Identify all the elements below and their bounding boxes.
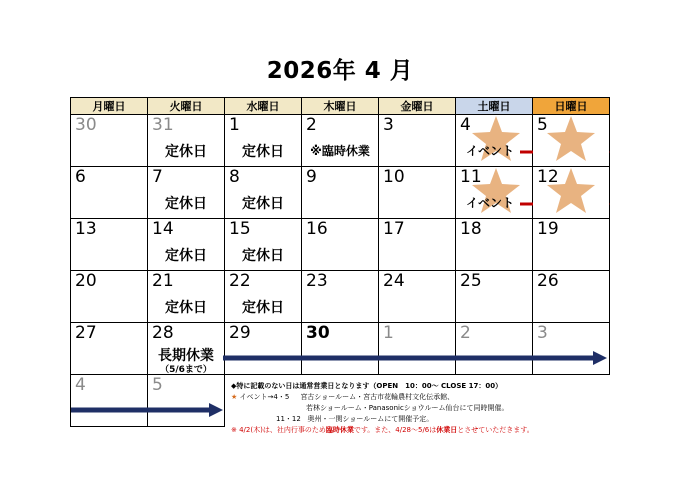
day-number: 26 xyxy=(537,271,559,291)
week-row xyxy=(71,271,610,323)
day-cell xyxy=(71,375,148,427)
day-cell xyxy=(456,323,533,375)
day-number: 21 xyxy=(152,271,174,291)
notes-line-event-3 xyxy=(231,414,611,425)
day-number: 29 xyxy=(229,323,251,343)
day-cell xyxy=(71,167,148,219)
day-number: 8 xyxy=(229,167,240,187)
day-cell xyxy=(533,271,610,323)
holiday-arrow-icon xyxy=(71,403,223,417)
day-number: 4 xyxy=(460,115,471,135)
day-cell xyxy=(456,115,533,167)
day-number: 16 xyxy=(306,219,328,239)
day-number: 27 xyxy=(75,323,97,343)
day-number: 1 xyxy=(383,323,394,343)
day-number: 2 xyxy=(460,323,471,343)
day-number: 11 xyxy=(460,167,482,187)
day-cell xyxy=(71,323,148,375)
weekday-mon: 月曜日 xyxy=(71,98,148,115)
day-cell xyxy=(148,167,225,219)
notes-closure-c: です。また、4/28～5/6は xyxy=(353,426,437,434)
calendar-grid xyxy=(70,97,610,427)
day-number: 7 xyxy=(152,167,163,187)
notes-closure-b: 臨時休業 xyxy=(325,426,354,434)
closed-label: 定休日 xyxy=(165,300,207,316)
day-cell xyxy=(379,219,456,271)
day-number: 5 xyxy=(537,115,548,135)
day-cell xyxy=(302,219,379,271)
notes-line-event xyxy=(231,392,611,403)
notes-line-hours: ◆特に記載のない日は通常営業日となります（OPEN 10：00～ CLOSE 17：00） xyxy=(231,382,503,390)
day-cell xyxy=(302,167,379,219)
day-number: 15 xyxy=(229,219,251,239)
weekday-sun: 日曜日 xyxy=(533,98,610,115)
weekday-wed: 水曜日 xyxy=(225,98,302,115)
closed-label: 定休日 xyxy=(242,196,284,212)
day-number: 6 xyxy=(75,167,86,187)
day-cell xyxy=(225,219,302,271)
day-cell xyxy=(225,115,302,167)
closed-label: 定休日 xyxy=(242,300,284,316)
day-cell xyxy=(148,323,225,375)
day-number: 5 xyxy=(152,375,163,395)
temp-closed-label: ※臨時休業 xyxy=(310,144,370,158)
day-cell xyxy=(148,375,225,427)
day-cell xyxy=(148,115,225,167)
day-cell xyxy=(533,115,610,167)
day-number: 30 xyxy=(306,323,330,343)
day-number: 4 xyxy=(75,375,86,395)
day-cell xyxy=(148,219,225,271)
day-number: 30 xyxy=(75,115,97,135)
notes-line-event-2: 若林ショールーム・Panasonicショウルーム仙台にて同時開催。 xyxy=(306,404,509,412)
notes xyxy=(231,381,611,436)
star-mark-icon: ★ xyxy=(231,393,238,401)
day-cell xyxy=(379,271,456,323)
day-number: 24 xyxy=(383,271,405,291)
day-cell xyxy=(379,323,456,375)
day-number: 9 xyxy=(306,167,317,187)
day-number: 17 xyxy=(383,219,405,239)
day-number: 31 xyxy=(152,115,174,135)
weekday-sat: 土曜日 xyxy=(456,98,533,115)
day-number: 2 xyxy=(306,115,317,135)
notes-closure-a: ※ 4/2(木)は、社内行事のため xyxy=(231,426,326,434)
day-cell xyxy=(71,115,148,167)
weekday-thu: 木曜日 xyxy=(302,98,379,115)
calendar-title: 2026年 4 月 xyxy=(266,58,414,84)
day-cell xyxy=(456,167,533,219)
closed-label: 定休日 xyxy=(165,248,207,264)
day-cell xyxy=(302,271,379,323)
day-cell xyxy=(456,219,533,271)
day-cell xyxy=(225,271,302,323)
day-cell xyxy=(533,167,610,219)
closed-label: 定休日 xyxy=(242,144,284,160)
event-label: イベント xyxy=(466,196,515,210)
day-number: 19 xyxy=(537,219,559,239)
star-icon xyxy=(547,116,595,162)
long-holiday-sub: （5/6まで） xyxy=(160,365,212,375)
day-number: 1 xyxy=(229,115,240,135)
day-cell xyxy=(533,219,610,271)
notes-line-closure xyxy=(231,425,611,436)
weekday-header-row xyxy=(71,98,610,115)
day-cell xyxy=(379,167,456,219)
closed-label: 定休日 xyxy=(165,196,207,212)
closed-label: 定休日 xyxy=(165,144,207,160)
week-row xyxy=(71,115,610,167)
day-cell xyxy=(456,271,533,323)
day-cell xyxy=(71,219,148,271)
day-cell xyxy=(302,115,379,167)
day-number: 10 xyxy=(383,167,405,187)
day-number: 23 xyxy=(306,271,328,291)
holiday-arrow-icon xyxy=(223,351,607,365)
week-row xyxy=(71,167,610,219)
notes-event-dates-2: 11・12 xyxy=(276,415,301,423)
notes-closure-e: とさせていただきます。 xyxy=(457,426,534,434)
week-row xyxy=(71,323,610,375)
weekday-fri: 金曜日 xyxy=(379,98,456,115)
day-cell xyxy=(225,167,302,219)
long-holiday-label: 長期休業 xyxy=(158,348,214,364)
day-number: 12 xyxy=(537,167,559,187)
event-label: イベント xyxy=(466,144,515,158)
day-number: 3 xyxy=(537,323,548,343)
day-number: 18 xyxy=(460,219,482,239)
day-cell xyxy=(71,271,148,323)
notes-event-dates: イベント→4・5 xyxy=(239,393,290,401)
day-cell xyxy=(379,115,456,167)
day-number: 20 xyxy=(75,271,97,291)
weekday-tue: 火曜日 xyxy=(148,98,225,115)
day-cell xyxy=(302,323,379,375)
day-cell xyxy=(533,323,610,375)
notes-event-venues-2: 奥州・一関ショールームにて開催予定。 xyxy=(307,415,434,423)
notes-closure-d: 休業日 xyxy=(436,426,458,434)
day-number: 13 xyxy=(75,219,97,239)
notes-event-venues: 宮古ショールーム・宮古市花輪農村文化伝承館、 xyxy=(300,393,455,401)
day-number: 28 xyxy=(152,323,174,343)
day-number: 25 xyxy=(460,271,482,291)
day-number: 22 xyxy=(229,271,251,291)
week-row xyxy=(71,219,610,271)
closed-label: 定休日 xyxy=(242,248,284,264)
day-cell xyxy=(148,271,225,323)
day-cell xyxy=(225,323,302,375)
day-number: 3 xyxy=(383,115,394,135)
day-number: 14 xyxy=(152,219,174,239)
